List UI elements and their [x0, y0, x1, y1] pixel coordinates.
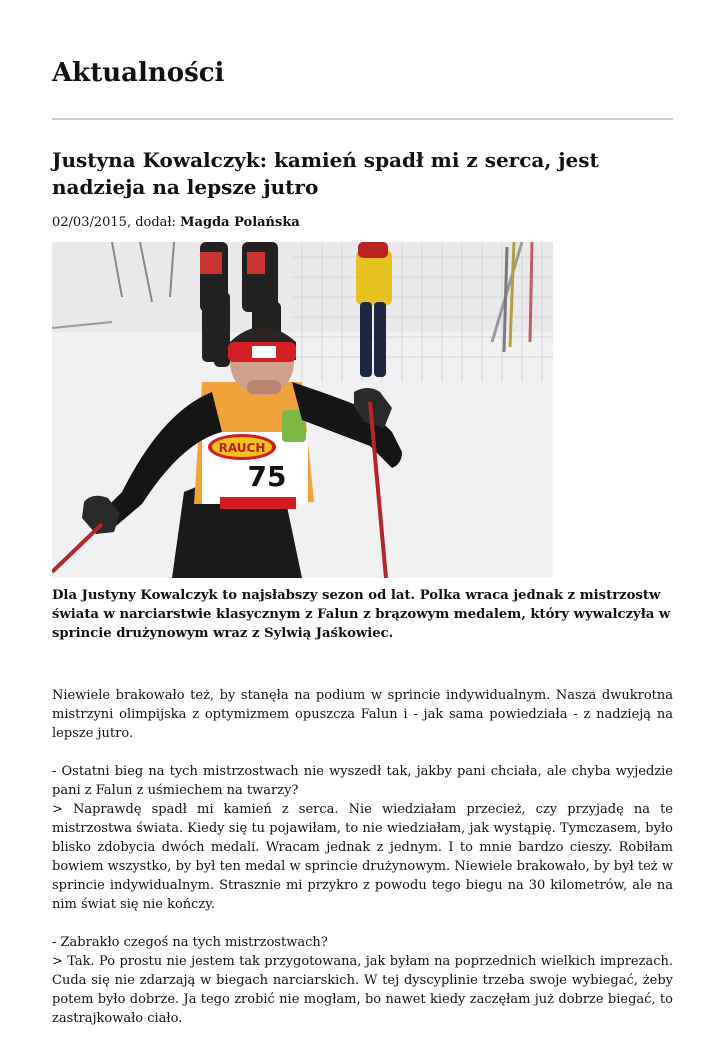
paragraph [52, 933, 673, 1028]
article-photo [52, 242, 553, 578]
article-title[interactable]: Justyna Kowalczyk: kamień spadł mi z serca, jest nadzieja na lepsze jutro [52, 148, 599, 199]
article-date: 02/03/2015 [52, 215, 127, 230]
interview-question: - Zabrakło czegoś na tych mistrzostwach? [52, 935, 328, 950]
paragraph [52, 686, 673, 743]
added-by-label: , dodał: [126, 215, 181, 230]
interview-answer: > Naprawdę spadł mi kamień z serca. Nie wiedziałam przecież, czy przyjadę na te mistrzostwa świata. Kiedy się tu pojawiłam, to nie wiedziałam, jak wystąpię. Tymczasem, było blisko zdobycia dwóch medali. Wracam jednak z jednym. I to mnie bardzo cieszy. Robiłam bowiem wszystko, by był ten medal w sprincie drużynowym. Niewiele brakowało, by był też w sprincie indywidualnym. Strasznie mi przykro z powodu tego biegu na 30 kilometrów, ale na nim świat się nie kończy. [52, 802, 673, 912]
section-title: Aktualności [52, 58, 225, 88]
paragraph [52, 762, 673, 914]
interview-answer: > Tak. Po prostu nie jestem tak przygotowana, jak byłam na poprzednich wielkich imprezach. Cuda się nie zdarzają w biegach narciarskich. W tej dyscyplinie trzeba swoje wybiegać, żeby potem było dobrze. Ja tego zrobić nie mogłam, bo nawet kiedy zaczęłam już dobrze biegać, to zastrajkowało ciało. [52, 954, 673, 1026]
header-divider [52, 118, 673, 120]
interview-question: - Ostatni bieg na tych mistrzostwach nie wyszedł tak, jakby pani chciała, ale chyba wyjedzie pani z Falun z uśmiechem na twarzy? [52, 764, 673, 798]
bib-sponsor-text: RAUCH [218, 441, 266, 455]
article-author: Magda Polańska [180, 215, 300, 230]
paragraph-text: Niewiele brakowało też, by stanęła na podium w sprincie indywidualnym. Nasza dwukrotna mistrzyni olimpijska z optymizmem opuszcza Falun i - jak sama powiedziała - z nadzieją na lepsze jutro. [52, 688, 673, 741]
article-body [52, 686, 673, 1047]
bib-number: 75 [247, 460, 287, 493]
article-meta [52, 214, 300, 232]
article-lead: Dla Justyny Kowalczyk to najsłabszy sezon od lat. Polka wraca jednak z mistrzostw świata w narciarstwie klasycznym z Falun z brązowym medalem, który wywalczyła w sprincie drużynowym wraz z Sylwią Jaśkowiec. [52, 588, 671, 641]
